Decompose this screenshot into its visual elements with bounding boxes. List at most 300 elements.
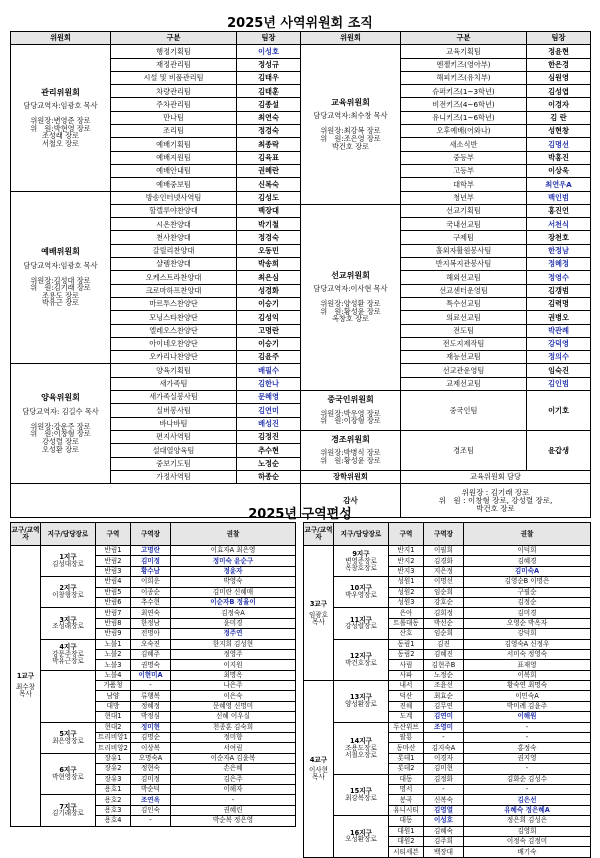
zone-leader: 신복숙 (424, 795, 464, 805)
zone-row (304, 639, 591, 649)
zone-member: 서미숙 정영숙 (464, 649, 591, 659)
dept-name: 비전키즈(4~6학년) (401, 98, 527, 111)
team-leader: 김태우 (237, 71, 301, 84)
zone-member: 배기숙 (464, 847, 591, 857)
zone-name: 성원1 (389, 577, 424, 587)
district-cell (334, 681, 389, 723)
district-cell (334, 639, 389, 681)
dept-name: 중국인팀 (401, 391, 527, 431)
team-leader: 권병오 (527, 311, 591, 324)
zone-name: 롯데1 (389, 753, 424, 763)
dept-name: 구제팀 (401, 231, 527, 244)
district-name: 4지구 (59, 643, 77, 652)
zone-member: - (171, 795, 296, 805)
dept-name: 예배지원팀 (111, 151, 237, 164)
dept-name: 실버봉사팀 (111, 404, 237, 417)
district-elder: 김성대장로 (52, 560, 84, 569)
zone-member: 정주연 (171, 629, 296, 639)
zone-row (11, 753, 296, 763)
zone-member: 이지원 (171, 660, 296, 670)
zone-name: 반지3 (389, 566, 424, 576)
zone-name: 덕산 (389, 691, 424, 701)
dept-name: 반지복지관봉사팀 (401, 258, 527, 271)
zone-member: 서여림 (171, 743, 296, 753)
zone-leader: - (424, 733, 464, 743)
zone-name: 반지2 (389, 556, 424, 566)
district-name: 9지구 (352, 549, 370, 558)
district-elder: 박건호장로 (345, 658, 377, 667)
team-leader: 박송희 (237, 258, 301, 271)
district-elder: 박현영장로 (52, 773, 84, 782)
district-cell (334, 577, 389, 608)
team-leader: 최연숙 (237, 111, 301, 124)
zone-member: 김미숙A (464, 566, 591, 576)
zone-name: 반림9 (96, 629, 131, 639)
zone-member: 김혜경 (464, 556, 591, 566)
district-name: 2지구 (59, 584, 77, 593)
zone-member: 정미숙 윤순구 (171, 556, 296, 566)
dept-name: 새가족팀 (111, 377, 237, 390)
zone-name: 유니시티 (389, 805, 424, 815)
zone-member: 이정숙 김정미 (464, 836, 591, 846)
committee-name: 관리위원회 (41, 87, 80, 97)
zone-member: - (464, 722, 591, 732)
zone-member: 이순자A 김윤복 (171, 753, 296, 763)
district-name: 14지구 (350, 736, 372, 745)
zone-member: 김은주 (171, 774, 296, 784)
zone-name: 반림7 (96, 608, 131, 618)
district-name: 15지구 (350, 786, 372, 795)
committee-member-line: 박유근 장로 (41, 298, 79, 308)
committee-cell (301, 430, 401, 470)
zone-leader: 김정화 (424, 774, 464, 784)
team-leader: 임숙진 (527, 364, 591, 377)
dept-name: 예배기획팀 (111, 138, 237, 151)
team-leader: 최연우A (527, 178, 591, 191)
zone-name: 남양 (96, 691, 131, 701)
committee-member-line: 위 원:황성윤 장로 (320, 456, 381, 466)
dept-name: 차량관리팀 (111, 85, 237, 98)
dept-name: 의료선교팀 (401, 311, 527, 324)
zone-name: 장유1 (96, 753, 131, 763)
team-leader: 김갱범 (527, 284, 591, 297)
zone-member: 표재영 (464, 660, 591, 670)
team-leader: 장천호 (527, 231, 591, 244)
team-leader: 홍진언 (527, 204, 591, 217)
zone-leader: 김미정 (131, 556, 171, 566)
team-leader: 배필수 (237, 364, 301, 377)
committee-name: 선교위원회 (331, 270, 370, 280)
dept-name: 특수선교팀 (401, 297, 527, 310)
dept-name: 유니키즈(1~6학년) (401, 111, 527, 124)
parish-cell (304, 681, 334, 858)
zone-member: 윤미경 (171, 618, 296, 628)
committee-member-line: 박건호 장로 (331, 141, 369, 151)
team-leader: 정경숙 (237, 125, 301, 138)
team-leader: 이성호 (237, 45, 301, 58)
committee-member-line: 담당교역자:이사현 목사 (313, 284, 388, 294)
zone-member: 최명옥 (171, 670, 296, 680)
dept-name: 시설 및 비품관리팀 (111, 71, 237, 84)
zone-name: 반림3 (96, 566, 131, 576)
district-elder: 이창형장로 (52, 591, 84, 600)
zone-member: 한지희 김성현 (171, 639, 296, 649)
zone-name: 진해 (389, 701, 424, 711)
zone-member: 유혜숙 정은혜A (464, 805, 591, 815)
zone-member: 권혜린 (171, 805, 296, 815)
zone-name: 트롤대동 (389, 618, 424, 628)
parish-title: 목사 (312, 617, 325, 626)
committee-member-line: 담당교역자:최수창 목사 (313, 111, 388, 121)
team-leader: 백인범 (527, 191, 591, 204)
district-elder: 박유근장로 (52, 657, 84, 666)
district-table-left (10, 522, 296, 827)
dept-name: 중등부 (401, 151, 527, 164)
zone-leader: 김지숙A (424, 743, 464, 753)
district-elder: 최강복장로 (345, 793, 377, 802)
team-leader: 최은심 (237, 271, 301, 284)
team-leader: 이승기 (237, 297, 301, 310)
zone-name: 두산위브 (389, 722, 424, 732)
zone-leader: 노정순 (424, 670, 464, 680)
dept-name: 아이네오찬양단 (111, 337, 237, 350)
committee-cell (301, 45, 401, 205)
dept-name: 슈퍼키즈(1~3학년) (401, 85, 527, 98)
zone-name: 장유2 (96, 764, 131, 774)
zone-member: 강덕희 (464, 629, 591, 639)
committee-member-line: 위원장:박병식 장로 (320, 448, 381, 458)
zone-member: 김미란 신혜매 (171, 587, 296, 597)
dept-name: 경조팀 (401, 430, 527, 470)
team-leader: 박홍진 (527, 151, 591, 164)
zone-name: 성원3 (389, 597, 424, 607)
parish-name: 3교구 (309, 599, 328, 608)
team-leader: 김성도 (237, 191, 301, 204)
header-committee: 위원회 (11, 32, 111, 45)
zone-member: 이해자 (171, 784, 296, 794)
zone-row (304, 546, 591, 556)
dept-name: 교제선교팀 (401, 377, 527, 390)
district-cell (41, 639, 96, 670)
team-leader: 김한나 (237, 377, 301, 390)
zone-name: 도계 (389, 712, 424, 722)
district-name: 16지구 (350, 828, 372, 837)
zone-leader: 박순덕 (131, 784, 171, 794)
zone-row (304, 816, 591, 826)
header-zone: 구역 (96, 523, 131, 546)
team-leader: 이상욱 (527, 164, 591, 177)
committee-cell (301, 391, 401, 431)
header-dept: 구분 (401, 32, 527, 45)
zone-leader: 추수현 (131, 597, 171, 607)
zone-member: 나은주 (171, 681, 296, 691)
dept-name: 할렐루야찬양대 (111, 204, 237, 217)
team-leader: 추수현 (237, 444, 301, 457)
header-member: 권찰 (464, 523, 591, 546)
zone-name: 현대1 (96, 712, 131, 722)
dept-name: 크로마하프찬양대 (111, 284, 237, 297)
team-leader: 김육표 (237, 151, 301, 164)
district-elder: 강문주장로 (52, 650, 84, 659)
zone-row (11, 577, 296, 587)
team-leader: 정의수 (527, 351, 591, 364)
zone-name: 노블4 (96, 670, 131, 680)
zone-leader: 이필희 (424, 546, 464, 556)
zone-leader: - (424, 784, 464, 794)
team-leader: 김력명 (527, 297, 591, 310)
district-cell (41, 608, 96, 639)
zone-leader: 박선순 (424, 618, 464, 628)
team-leader: 김태훈 (237, 85, 301, 98)
dept-name: 오카리나찬양단 (111, 351, 237, 364)
zone-name: 성원2 (389, 587, 424, 597)
zone-member: 김미경 (464, 608, 591, 618)
zone-name: 동마산 (389, 743, 424, 753)
team-leader: 이승기 (237, 337, 301, 350)
zone-name: 반지1 (389, 546, 424, 556)
zone-member: 정윤자 (171, 566, 296, 576)
zone-name: 트리비앙1 (96, 733, 131, 743)
zone-leader: 김경화 (424, 556, 464, 566)
district-elder: 변영준장로 (345, 556, 377, 565)
scholarship-text: 교육위원회 담당 (401, 470, 591, 483)
committee-member-line: 위 원:이장형 장로 (320, 416, 381, 426)
zone-name: 롯데2 (389, 764, 424, 774)
parish-pastor: 임광호 (308, 610, 329, 619)
dept-name: 조리팀 (111, 125, 237, 138)
zone-name: 반림6 (96, 597, 131, 607)
header-zone-leader: 구역장 (424, 523, 464, 546)
committee-member-line: 위원장:김성대 장로 (30, 275, 91, 285)
zone-member: 박미례 김윤주 (464, 701, 591, 711)
district-cell (41, 795, 96, 826)
district-name: 11지구 (350, 615, 372, 624)
zone-name: 현대2 (96, 722, 131, 732)
dept-name: 방송인터넷사역팀 (111, 191, 237, 204)
zone-row (11, 670, 296, 680)
team-leader: 권혜란 (237, 164, 301, 177)
header-zone: 구역 (389, 523, 424, 546)
committee-member-line: 위원장:양성환 장로 (320, 299, 381, 309)
team-leader: 성경화 (237, 284, 301, 297)
team-leader: 정영수 (527, 271, 591, 284)
dept-name: 설대열양육팀 (111, 444, 237, 457)
zone-member: 김영희 (464, 826, 591, 836)
zone-name: 용호4 (96, 816, 131, 826)
audit-line: 박건호 장로 (476, 503, 515, 513)
header-committee: 위원회 (301, 32, 401, 45)
zone-leader: 전명아 (131, 629, 171, 639)
header-district: 지구/담당장로 (41, 523, 96, 546)
zone-name: 동림2 (389, 649, 424, 659)
district-elder: 오성환장로 (345, 835, 377, 844)
zone-member: 손은혜 (171, 764, 296, 774)
committee-member-line: 위 원:조은영 장로 (320, 134, 381, 144)
team-leader: 서천식 (527, 218, 591, 231)
zone-leader: 김희정 (424, 608, 464, 618)
zone-row (304, 608, 591, 618)
zone-leader: 강호순 (424, 597, 464, 607)
district-name: 6지구 (59, 766, 77, 775)
dept-name: 교육기획팀 (401, 45, 527, 58)
district-elder: 강성렬장로 (345, 622, 377, 631)
team-leader: 김정진 (237, 430, 301, 443)
dept-name: 예배중보팀 (111, 178, 237, 191)
district-table-right (303, 522, 591, 858)
zone-member: 이해원 (464, 712, 591, 722)
zone-row (304, 577, 591, 587)
team-leader: 김 란 (527, 111, 591, 124)
team-leader: 정혜정 (527, 258, 591, 271)
district-name: 5지구 (59, 729, 77, 738)
district-elder: 양성환장로 (345, 700, 377, 709)
zone-member: 황숙연 최명숙 (464, 681, 591, 691)
dept-name: 선교기획팀 (401, 204, 527, 217)
dept-name: 새소식반 (401, 138, 527, 151)
zone-name: 용호3 (96, 805, 131, 815)
team-leader: 정성규 (237, 58, 301, 71)
dept-name: 시온찬양대 (111, 218, 237, 231)
dept-name: 샬렘찬양대 (111, 258, 237, 271)
parish-name: 1교구 (16, 672, 35, 681)
zone-leader: 이희운 (131, 577, 171, 587)
zone-member: - (464, 733, 591, 743)
dept-name: 선교센터운영팀 (401, 284, 527, 297)
zone-member: 이효자A 최은영 (171, 546, 296, 556)
zone-leader: 김명순 (131, 733, 171, 743)
team-leader: 오동민 (237, 244, 301, 257)
team-leader: 백장대 (237, 204, 301, 217)
committee-member-line: 담당교역자: 김길수 목사 (22, 406, 99, 416)
district-name: 12지구 (350, 651, 372, 660)
zone-leader: 이성호 (424, 816, 464, 826)
team-leader: 박기철 (237, 218, 301, 231)
dept-name: 재능선교팀 (401, 351, 527, 364)
zone-leader: 김혜숙 (424, 826, 464, 836)
district-cell (41, 670, 96, 722)
dept-name: 홀외자활원봉사팀 (401, 244, 527, 257)
zone-member: 이복희 (464, 670, 591, 680)
committee-name: 중국인위원회 (327, 395, 374, 405)
team-leader: 정윤현 (527, 45, 591, 58)
header-member: 권찰 (171, 523, 296, 546)
district-elder: 조성래장로 (52, 622, 84, 631)
zone-row (304, 681, 591, 691)
header-zone-leader: 구역장 (131, 523, 171, 546)
committee-member-line: 위원장:박우영 장로 (320, 408, 381, 418)
team-leader: 최종락 (237, 138, 301, 151)
zone-name: 트리비앙2 (96, 743, 131, 753)
zone-name: 대동 (389, 774, 424, 784)
committee-member-line: 오성환 장로 (41, 444, 79, 454)
scholarship-name: 장학위원회 (301, 470, 401, 483)
district-elder: 서철오장로 (345, 750, 377, 759)
dept-name: 엘레오스찬양단 (111, 324, 237, 337)
team-leader: 성현창 (527, 125, 591, 138)
zone-name: 사림 (389, 660, 424, 670)
district-cell (41, 546, 96, 577)
dept-name: 전도팀 (401, 324, 527, 337)
dept-name: 오케스트라찬양대 (111, 271, 237, 284)
committee-member-line: 조성래 장로 (41, 131, 79, 141)
zone-member: 박영숙 (171, 577, 296, 587)
team-leader: 김성엽 (527, 85, 591, 98)
team-leader: 문혜영 (237, 391, 301, 404)
parish-name: 4교구 (309, 755, 328, 764)
zone-member: - (464, 784, 591, 794)
zone-name: 봉곡 (389, 795, 424, 805)
zone-member: 김영순B 이명은 (464, 577, 591, 587)
zone-member: 이순자B 정율이 (171, 597, 296, 607)
committee-member-line: 담당교역자:임광호 목사 (23, 100, 98, 110)
committee-member-line: 강성렬 장로 (41, 437, 79, 447)
zone-leader: 임순희 (424, 629, 464, 639)
zone-leader: 이종순 (131, 587, 171, 597)
zone-name: 팔룡 (389, 733, 424, 743)
zone-name: 반림1 (96, 546, 131, 556)
zone-name: 가품청 (96, 681, 131, 691)
dept-name: 갈릴리찬양대 (111, 244, 237, 257)
zone-name: 반림2 (96, 556, 131, 566)
zone-name: 반림4 (96, 577, 131, 587)
team-leader: 고명란 (237, 324, 301, 337)
team-leader: 윤갑생 (527, 430, 591, 470)
district-cell (334, 722, 389, 774)
dept-name: 해피키즈(유치부) (401, 71, 527, 84)
district-name: 10지구 (350, 584, 372, 593)
dept-name: 고등부 (401, 164, 527, 177)
dept-name: 선교관운영팀 (401, 364, 527, 377)
dept-name: 행정기획팀 (111, 45, 237, 58)
team-leader: 김성익 (237, 311, 301, 324)
zone-name: 용호2 (96, 795, 131, 805)
team-leader: 한은경 (527, 58, 591, 71)
dept-name: 마르투스찬양단 (111, 297, 237, 310)
zone-member: 김화순 김성수 (464, 774, 591, 784)
zone-leader: 이명선 (424, 577, 464, 587)
team-leader: 박관례 (527, 324, 591, 337)
zone-member: 정영주 (171, 649, 296, 659)
committee-member-line: 위원장:변영준 장로 (30, 116, 91, 126)
zone-member: 김정순 (464, 597, 591, 607)
district-elder: 김기래장로 (52, 809, 84, 818)
zone-name: 산호 (389, 629, 424, 639)
zone-member: 신혜 이우실 (171, 712, 296, 722)
zone-leader: 조연옥 (131, 795, 171, 805)
team-leader: 이기호 (527, 391, 591, 431)
zone-leader: - (131, 681, 171, 691)
zone-leader: 정현숙 (131, 764, 171, 774)
team-leader: 하종순 (237, 470, 301, 483)
district-elder: 조용도장로 (345, 743, 377, 752)
committee-member-line: 옥창호 장로 (331, 314, 369, 324)
audit-line: 위원장 : 김기래 장로 (461, 487, 530, 497)
parish-title: 목사 (312, 773, 325, 782)
zone-member: 김영숙A 신정우 (464, 639, 591, 649)
committee-member-line: 위 원:김기래 장로 (30, 283, 91, 293)
committee-member-line: 위 원:박현영 장로 (30, 123, 91, 133)
zone-member: 김정숙A (171, 608, 296, 618)
dept-name: 엔젤키즈(영아부) (401, 58, 527, 71)
parish-title: 목사 (19, 690, 32, 699)
team-leader: 신복숙 (237, 178, 301, 191)
zone-name: 시티세븐 (389, 847, 424, 857)
zone-leader: 최효순 (424, 691, 464, 701)
zone-name: 장유3 (96, 774, 131, 784)
team-leader: 한정남 (527, 244, 591, 257)
team-leader: 김종설 (237, 98, 301, 111)
zone-leader: 지은정 (424, 566, 464, 576)
